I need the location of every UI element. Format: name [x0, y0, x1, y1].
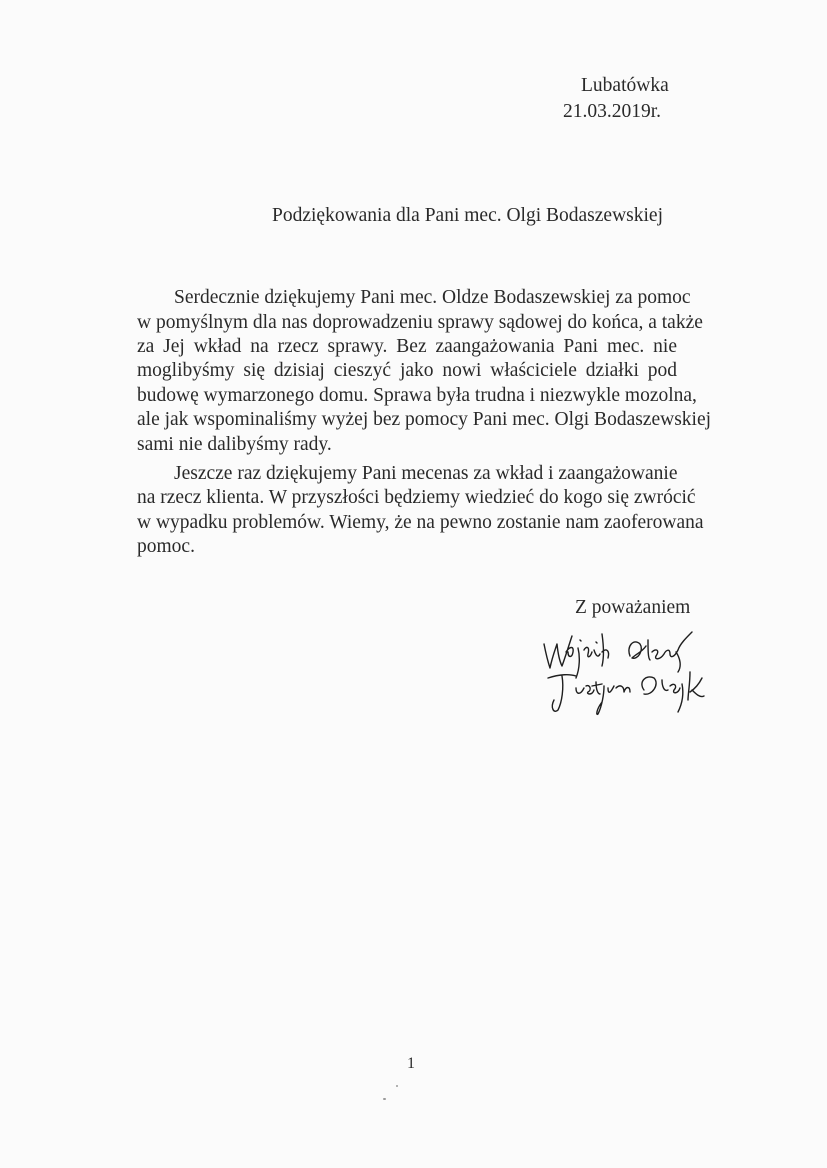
signature-justyna: [548, 675, 630, 715]
body-line: budowę wymarzonego domu. Sprawa była trudna i niezwykle mozolna,: [137, 385, 697, 406]
letter-title: Podziękowania dla Pani mec. Olgi Bodaszewskiej: [272, 205, 663, 226]
body-line: Jeszcze raz dziękujemy Pani mecenas za wkład i zaangażowanie: [174, 463, 678, 484]
body-line: w pomyślnym dla nas doprowadzeniu sprawy sądowej do końca, a także: [137, 312, 703, 333]
closing: Z poważaniem: [575, 597, 691, 618]
body-line: ale jak wspominaliśmy wyżej bez pomocy Pani mec. Olgi Bodaszewskiej: [137, 409, 712, 430]
place: Lubatówka: [581, 75, 669, 96]
body-line: moglibyśmy się dzisiaj cieszyć jako nowi właściciele działki pod: [137, 360, 677, 381]
body-line: sami nie dalibyśmy rady.: [137, 434, 332, 455]
body-line: za Jej wkład na rzecz sprawy. Bez zaangażowania Pani mec. nie: [137, 336, 677, 357]
body-line: w wypadku problemów. Wiemy, że na pewno zostanie nam zaoferowana: [137, 512, 704, 533]
page-number: 1: [407, 1055, 415, 1072]
signature-olszyk-1: [629, 632, 692, 672]
date: 21.03.2019r.: [563, 101, 662, 122]
body-line: na rzecz klienta. W przyszłości będziemy wiedzieć do kogo się zwrócić: [137, 487, 696, 508]
scan-speck: [396, 1085, 398, 1087]
signature-wojciech: [544, 634, 609, 678]
signature-olszyk-2: [642, 672, 704, 712]
body-line: pomoc.: [137, 536, 195, 557]
body-line: Serdecznie dziękujemy Pani mec. Oldze Bodaszewskiej za pomoc: [174, 287, 691, 308]
scan-speck: [383, 1098, 386, 1100]
signature-image: [540, 628, 720, 718]
